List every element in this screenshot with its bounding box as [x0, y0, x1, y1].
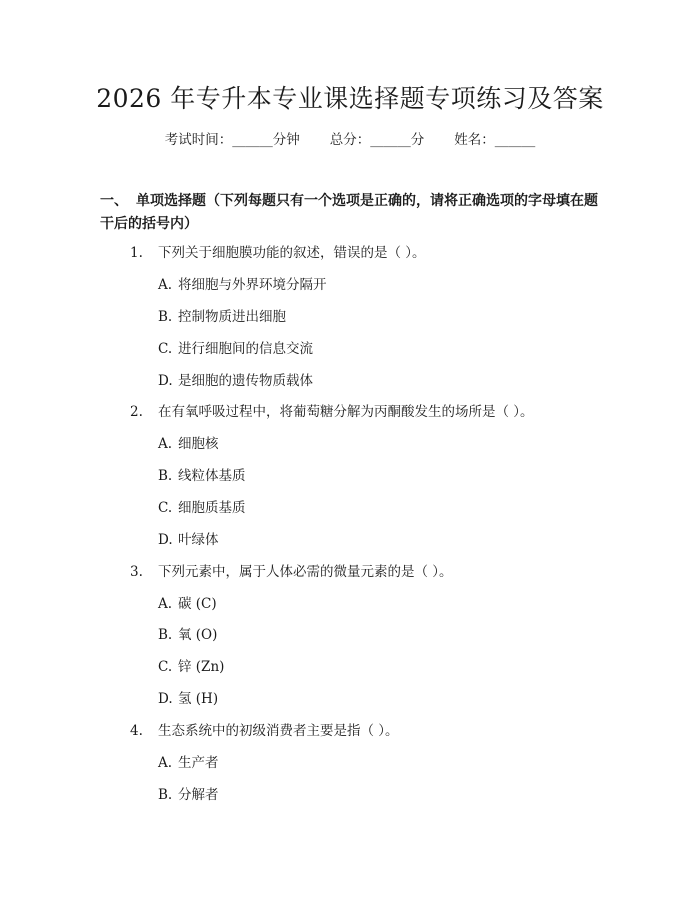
option-letter: D.	[158, 691, 173, 707]
question-2-option-a	[158, 434, 219, 454]
option-text: 将细胞与外界环境分隔开	[178, 277, 327, 293]
exam-time-field: 考试时间：______分钟	[164, 132, 300, 148]
question-4-option-a	[158, 753, 219, 773]
option-text: 进行细胞间的信息交流	[178, 341, 313, 357]
question-3-option-b	[158, 625, 217, 645]
question-2-stem	[130, 402, 534, 422]
question-number: 2.	[130, 404, 143, 420]
option-letter: B.	[158, 309, 173, 325]
question-text: 下列关于细胞膜功能的叙述，错误的是（ ）。	[158, 245, 426, 261]
question-text: 下列元素中，属于人体必需的微量元素的是（ ）。	[158, 564, 453, 580]
question-3-option-c	[158, 657, 224, 677]
question-text: 在有氧呼吸过程中，将葡萄糖分解为丙酮酸发生的场所是（ ）。	[158, 404, 534, 420]
question-1-option-a	[158, 275, 327, 295]
option-text: 分解者	[178, 787, 219, 803]
section-heading-text: 单项选择题（下列每题只有一个选项是正确的，请将正确选项的字母填在题干后的括号内）	[100, 193, 598, 232]
option-letter: B.	[158, 468, 173, 484]
section-heading	[100, 190, 600, 236]
total-score-field: 总分：______分	[329, 132, 425, 148]
question-3-option-d	[158, 689, 218, 709]
option-letter: B.	[158, 787, 173, 803]
option-text: 锌 (Zn)	[178, 659, 225, 675]
name-field: 姓名：______	[454, 132, 536, 148]
question-text: 生态系统中的初级消费者主要是指（ ）。	[158, 723, 399, 739]
option-text: 生产者	[178, 755, 219, 771]
option-text: 氧 (O)	[178, 627, 218, 643]
option-text: 碳 (C)	[178, 596, 217, 612]
question-2-option-b	[158, 466, 246, 486]
option-text: 是细胞的遗传物质载体	[178, 373, 313, 389]
option-letter: D.	[158, 532, 173, 548]
option-letter: D.	[158, 373, 173, 389]
option-text: 细胞质基质	[178, 500, 246, 516]
question-1-stem	[130, 243, 426, 263]
question-number: 1.	[130, 245, 143, 261]
option-letter: A.	[158, 436, 173, 452]
question-3-option-a	[158, 594, 217, 614]
section-number: 一、	[100, 193, 128, 209]
exam-meta-line	[0, 130, 700, 150]
question-1-option-c	[158, 339, 313, 359]
question-4-option-b	[158, 785, 219, 805]
option-letter: B.	[158, 627, 173, 643]
option-letter: C.	[158, 659, 173, 675]
option-letter: C.	[158, 500, 173, 516]
option-text: 线粒体基质	[178, 468, 246, 484]
option-letter: A.	[158, 277, 173, 293]
option-text: 细胞核	[178, 436, 219, 452]
question-1-option-b	[158, 307, 286, 327]
question-4-stem	[130, 721, 399, 741]
option-letter: A.	[158, 596, 173, 612]
question-2-option-d	[158, 530, 219, 550]
question-number: 4.	[130, 723, 143, 739]
question-3-stem	[130, 562, 453, 582]
option-letter: C.	[158, 341, 173, 357]
option-text: 叶绿体	[178, 532, 219, 548]
question-number: 3.	[130, 564, 143, 580]
question-2-option-c	[158, 498, 246, 518]
document-title: 2026 年专升本专业课选择题专项练习及答案	[96, 84, 604, 113]
question-1-option-d	[158, 371, 313, 391]
option-text: 控制物质进出细胞	[178, 309, 286, 325]
option-letter: A.	[158, 755, 173, 771]
option-text: 氢 (H)	[178, 691, 219, 707]
